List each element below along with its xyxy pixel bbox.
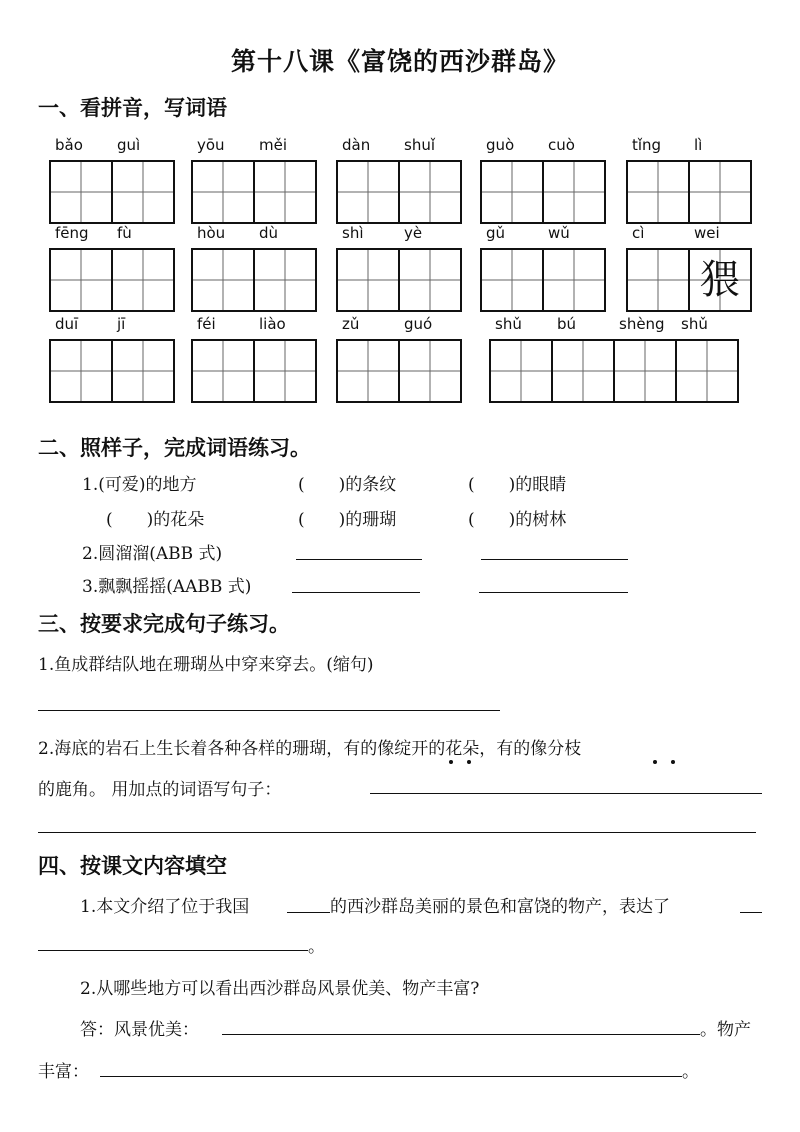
pinyin-label: shuǐ: [404, 136, 435, 154]
pinyin-label: lì: [694, 136, 703, 154]
char-box[interactable]: [551, 339, 615, 403]
char-box[interactable]: [111, 248, 175, 312]
answer-line[interactable]: [481, 559, 628, 560]
char-box[interactable]: [191, 339, 255, 403]
pinyin-label: bǎo: [55, 136, 83, 154]
section-3-heading: 三、按要求完成句子练习。: [38, 611, 290, 636]
char-box[interactable]: [336, 160, 400, 224]
char-box[interactable]: [253, 339, 317, 403]
pinyin-label: měi: [259, 136, 288, 154]
pinyin-label: shǔ: [495, 315, 522, 333]
char-box-group: [49, 339, 173, 403]
char-box[interactable]: [111, 339, 175, 403]
pinyin-label: yè: [404, 224, 423, 242]
answer-line[interactable]: [100, 1076, 682, 1077]
s3-q2-line2: 的鹿角。 用加点的词语写句子：: [38, 780, 282, 800]
answer-line[interactable]: [296, 559, 422, 560]
answer-line[interactable]: [479, 592, 628, 593]
char-box-group: [336, 248, 460, 312]
q1-item-5[interactable]: ( )的珊瑚: [298, 510, 397, 530]
char-box[interactable]: [626, 160, 690, 224]
pinyin-label: dù: [259, 224, 279, 242]
emphasis-dot: [449, 760, 453, 764]
char-box[interactable]: [49, 339, 113, 403]
pinyin-label: guò: [486, 136, 515, 154]
char-box[interactable]: [336, 248, 400, 312]
pinyin-label: wei: [694, 224, 720, 242]
answer-line[interactable]: [287, 912, 330, 913]
pinyin-label: duī: [55, 315, 79, 333]
char-box[interactable]: [191, 160, 255, 224]
s3-q2-line1: 2.海底的岩石上生长着各种各样的珊瑚，有的像绽开的花朵，有的像分枝: [38, 739, 582, 759]
pinyin-label: gǔ: [486, 224, 506, 242]
char-box[interactable]: [191, 248, 255, 312]
q2-label: 2.圆溜溜(ABB 式): [82, 544, 223, 564]
pinyin-label: hòu: [197, 224, 226, 242]
section-4-heading: 四、按课文内容填空: [38, 853, 227, 878]
q1-item-1: 1.(可爱)的地方: [82, 475, 197, 495]
answer-line[interactable]: [370, 793, 762, 794]
char-box[interactable]: [49, 248, 113, 312]
filled-char: 猥: [700, 257, 740, 303]
char-box-group: [191, 339, 315, 403]
char-box-group: [489, 339, 737, 403]
char-box[interactable]: [688, 248, 752, 312]
char-box[interactable]: [111, 160, 175, 224]
section-1-heading: 一、看拼音，写词语: [38, 95, 227, 120]
pinyin-label: tǐng: [632, 136, 662, 154]
answer-mid: 。物产: [700, 1020, 751, 1040]
section-2-heading: 二、照样子，完成词语练习。: [38, 435, 311, 460]
char-box[interactable]: [398, 160, 462, 224]
char-box-group: [336, 160, 460, 224]
answer-line[interactable]: [38, 950, 308, 951]
char-box[interactable]: [253, 248, 317, 312]
char-box-group: [480, 248, 604, 312]
pinyin-label: guó: [404, 315, 433, 333]
char-box[interactable]: [49, 160, 113, 224]
pinyin-label: guì: [117, 136, 141, 154]
pinyin-label: fù: [117, 224, 132, 242]
pinyin-label: liào: [259, 315, 286, 333]
char-box[interactable]: [480, 248, 544, 312]
q3-label: 3.飘飘摇摇(AABB 式): [82, 577, 252, 597]
pinyin-label: shèng: [619, 315, 665, 333]
pinyin-label: bú: [557, 315, 577, 333]
pinyin-label: cuò: [548, 136, 575, 154]
answer-label-scenery: 答：风景优美：: [80, 1020, 199, 1040]
pinyin-label: fēng: [55, 224, 89, 242]
s3-q1: 1.鱼成群结队地在珊瑚丛中穿来穿去。(缩句): [38, 655, 374, 675]
char-box-group: [336, 339, 460, 403]
emphasis-dot: [671, 760, 675, 764]
s4-q1-part-b: 的西沙群岛美丽的景色和富饶的物产，表达了: [330, 897, 670, 917]
emphasis-dot: [467, 760, 471, 764]
s4-q1-part-a: 1.本文介绍了位于我国: [80, 897, 250, 917]
pinyin-label: shì: [342, 224, 364, 242]
char-box[interactable]: [542, 248, 606, 312]
q1-item-4[interactable]: ( )的花朵: [106, 510, 205, 530]
pinyin-label: cì: [632, 224, 645, 242]
char-box[interactable]: [253, 160, 317, 224]
s4-q2: 2.从哪些地方可以看出西沙群岛风景优美、物产丰富?: [80, 979, 480, 999]
char-box[interactable]: [675, 339, 739, 403]
emphasis-dot: [653, 760, 657, 764]
q1-item-2[interactable]: ( )的条纹: [298, 475, 397, 495]
char-box[interactable]: [613, 339, 677, 403]
char-box[interactable]: [336, 339, 400, 403]
answer-line[interactable]: [740, 912, 762, 913]
answer-line[interactable]: [222, 1034, 700, 1035]
char-box-group: [49, 160, 173, 224]
char-box-group: [626, 248, 750, 312]
char-box[interactable]: [626, 248, 690, 312]
answer-label-products: 丰富：: [38, 1062, 89, 1082]
answer-end: 。: [682, 1062, 699, 1082]
char-box-group: [191, 160, 315, 224]
char-box[interactable]: [480, 160, 544, 224]
answer-line[interactable]: [292, 592, 420, 593]
char-box[interactable]: [542, 160, 606, 224]
pinyin-label: wǔ: [548, 224, 570, 242]
answer-line[interactable]: [38, 710, 500, 711]
q1-item-6[interactable]: ( )的树林: [468, 510, 567, 530]
char-box-group: [191, 248, 315, 312]
char-box-group: [480, 160, 604, 224]
char-box-group: [626, 160, 750, 224]
char-box[interactable]: [489, 339, 553, 403]
pinyin-label: jī: [117, 315, 126, 333]
pinyin-label: féi: [197, 315, 216, 333]
page-title: 第十八课《富饶的西沙群岛》: [230, 47, 569, 76]
char-box[interactable]: [398, 339, 462, 403]
char-box-group: [49, 248, 173, 312]
char-box[interactable]: [398, 248, 462, 312]
pinyin-label: dàn: [342, 136, 371, 154]
q1-item-3[interactable]: ( )的眼睛: [468, 475, 567, 495]
pinyin-label: yōu: [197, 136, 225, 154]
pinyin-label: shǔ: [681, 315, 708, 333]
answer-line[interactable]: [38, 832, 756, 833]
pinyin-label: zǔ: [342, 315, 360, 333]
char-box[interactable]: [688, 160, 752, 224]
s4-q1-end: 。: [308, 937, 325, 957]
